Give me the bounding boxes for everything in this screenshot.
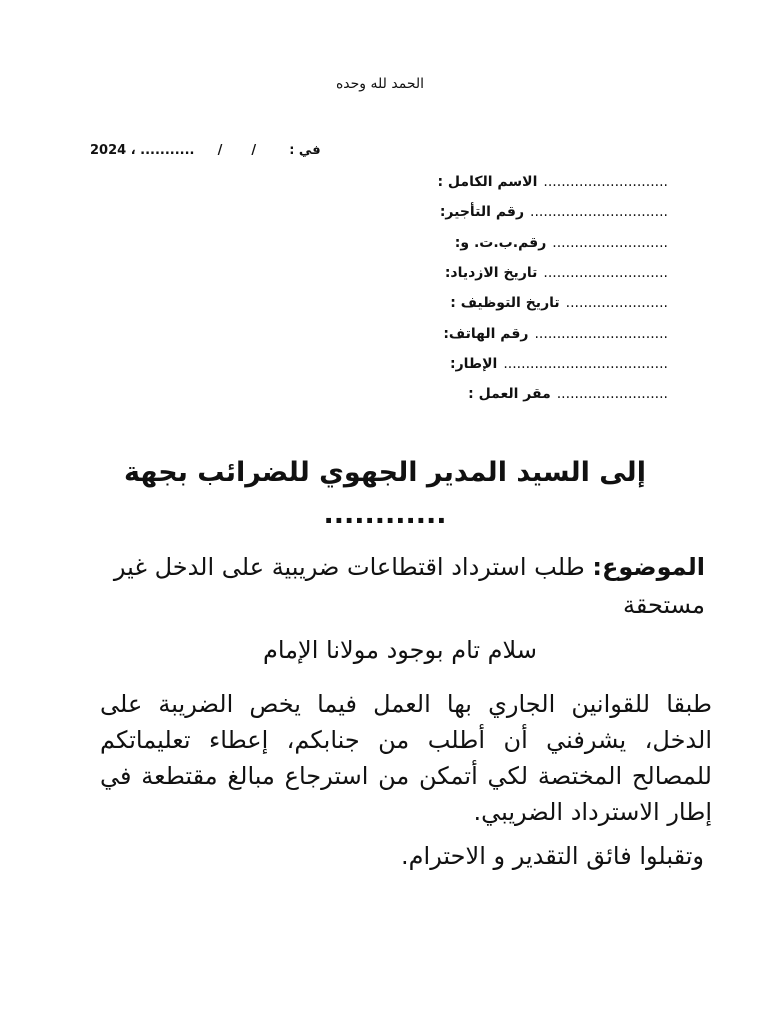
field-label: تاريخ التوظيف : <box>450 295 560 311</box>
field-birth-date <box>445 265 668 281</box>
date-year: 2024 ، ........... <box>90 143 195 158</box>
field-label: الاسم الكامل : <box>437 174 538 190</box>
field-workplace <box>468 386 668 402</box>
date-line <box>90 143 321 158</box>
letter-body: طبقا للقوانين الجاري بها العمل فيما يخص الضريبة على الدخل، يشرفني أن أطلب من جنابكم، إعطاء تعليماتكم للمصالح المختصة لكي أتمكن من استرجاع مبالغ مقتطعة في إطار الاسترداد الضريبي. <box>100 690 712 826</box>
date-label: في : <box>289 143 321 158</box>
field-label: تاريخ الازدياد: <box>444 265 538 281</box>
field-label: الإطار: <box>450 356 498 372</box>
letter-addressee: إلى السيد المدير الجهوي للضرائب بجهة ............ <box>124 457 646 530</box>
letter-greeting: سلام تام بوجود مولانا الإمام <box>263 636 537 664</box>
field-label: مقر العمل : <box>468 386 551 402</box>
field-label: رقم.ب.ت. و: <box>454 235 547 251</box>
field-phone-number <box>443 326 668 342</box>
subject-text: طلب استرداد اقتطاعات ضريبية على الدخل غير مستحقة <box>113 553 705 619</box>
field-label: رقم الهاتف: <box>443 326 529 342</box>
field-full-name <box>437 174 668 190</box>
field-dots: .......................... <box>552 235 668 251</box>
field-dots: ......................... <box>556 386 668 402</box>
letter-closing: وتقبلوا فائق التقدير و الاحترام. <box>401 842 704 870</box>
date-month-separator: / <box>217 143 223 158</box>
header-praise: الحمد لله وحده <box>335 76 425 92</box>
letter-subject <box>100 548 705 624</box>
field-dots: ............................ <box>543 265 668 281</box>
field-grade <box>450 356 668 372</box>
field-dots: ....................... <box>565 295 668 311</box>
field-dots: ............................... <box>530 204 668 220</box>
subject-label: الموضوع: <box>592 553 705 581</box>
field-dots: ............................ <box>543 174 668 190</box>
field-dots: .............................. <box>534 326 668 342</box>
field-hire-date <box>450 295 668 311</box>
field-national-id <box>455 235 668 251</box>
date-day-separator: / <box>251 143 257 158</box>
field-payroll-number <box>440 204 668 220</box>
field-dots: ..................................... <box>503 356 668 372</box>
field-label: رقم التأجير: <box>439 204 525 220</box>
